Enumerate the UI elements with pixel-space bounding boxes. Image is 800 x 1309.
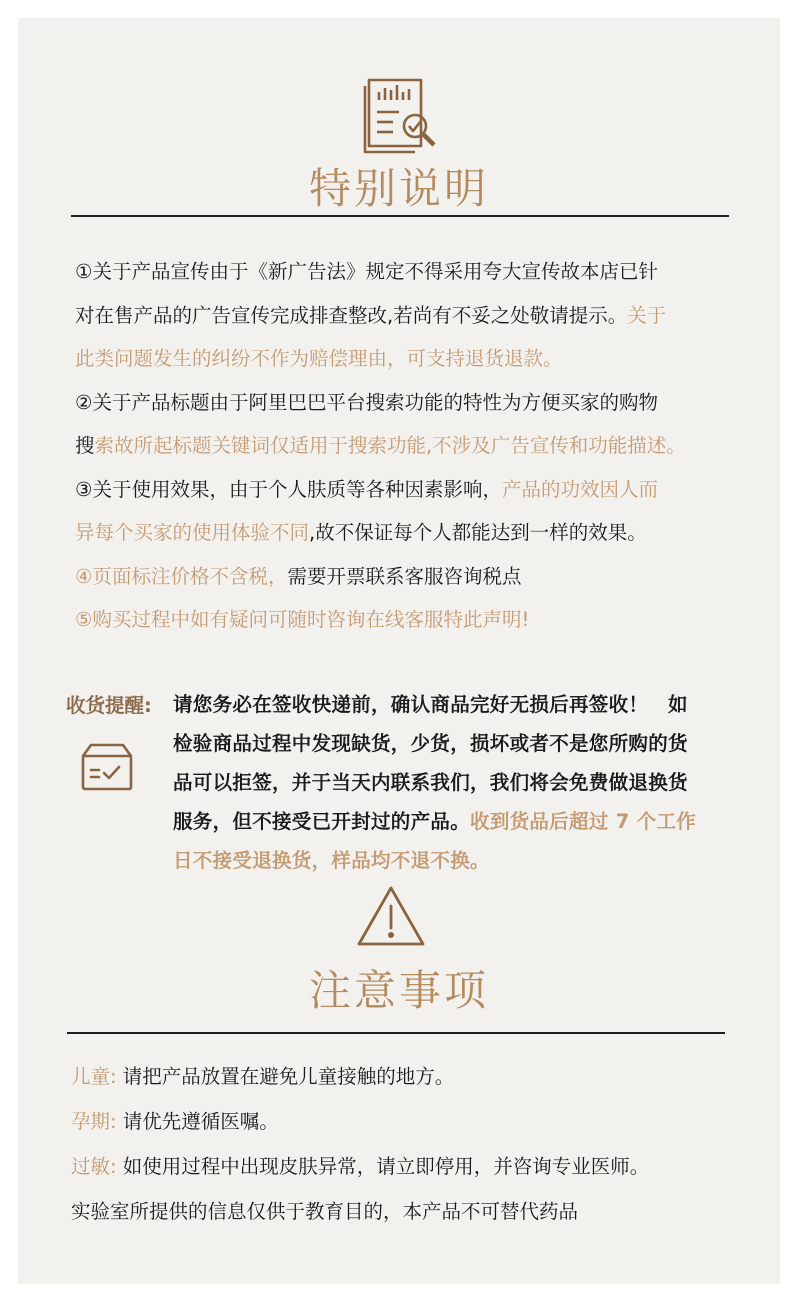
text-segment: ④页面标注价格不含税， (75, 564, 288, 588)
caution-title: 注意事项 (308, 966, 489, 1015)
text-segment: 日不接受退换货，样品均不退不换。 (173, 849, 490, 872)
divider (71, 215, 729, 217)
delivery-reminder-text (173, 685, 763, 880)
text-segment: 检验商品过程中发现缺货，少货，损坏或者不是您所购的货 (173, 732, 688, 755)
text-line (173, 841, 763, 880)
text-segment: ②关于产品标题由于阿里巴巴平台搜索功能的特性为方便买家的购物 (75, 390, 658, 414)
text-segment: 搜 (75, 434, 95, 457)
text-segment: ,故不保证每个人都能达到一样的效果。 (309, 521, 647, 544)
text-line (75, 555, 765, 599)
text-segment: 实验室所提供的信息仅供于教育目的，本产品不可替代药品 (71, 1200, 579, 1223)
caution-list (71, 1054, 649, 1234)
text-segment: 请您务必在签收快递前，确认商品完好无损后再签收！ 如 (173, 693, 688, 716)
special-notes-panel (18, 18, 780, 878)
text-segment: 索故所起标题关键词仅适用于搜索功能,不涉及广告宣传和功能描述。 (94, 434, 686, 457)
text-segment: 服务，但不接受已开封过的产品。 (173, 810, 471, 833)
text-line (173, 685, 763, 724)
text-segment: 对在售产品的广告宣传完成排查整改,若尚有不妥之处敬请提示。 (75, 303, 628, 327)
special-notes-title: 特别说明 (308, 164, 489, 213)
text-line (173, 724, 763, 763)
text-segment: 产品的功效因人而 (501, 477, 658, 501)
text-segment: ⑤购买过程中如有疑问可随时咨询在线客服特此声明! (75, 608, 530, 631)
special-notes-list (75, 250, 765, 642)
text-segment: 请把产品放置在避免儿童接触的地方。 (122, 1065, 455, 1088)
text-segment: 需要开票联系客服咨询税点 (287, 564, 522, 588)
caution-panel (18, 878, 780, 1284)
text-line (173, 763, 763, 802)
text-line (173, 802, 763, 841)
text-segment: 过敏: (71, 1155, 123, 1178)
text-segment: ③关于使用效果，由于个人肤质等各种因素影响， (75, 477, 502, 501)
divider (67, 1032, 725, 1034)
text-line (75, 250, 765, 294)
delivery-reminder-label: 收货提醒: (66, 694, 152, 717)
text-line (75, 511, 765, 555)
text-segment: 请优先遵循医嘱。 (122, 1110, 279, 1133)
text-segment: 异每个买家的使用体验不同 (75, 521, 310, 544)
text-segment: 儿童: (71, 1065, 123, 1088)
text-line (75, 337, 765, 381)
text-segment: 关于 (627, 303, 667, 327)
text-segment: 品可以拒签，并于当天内联系我们，我们将会免费做退换货 (173, 771, 688, 794)
text-line (75, 424, 765, 468)
text-line (71, 1189, 649, 1234)
text-line (75, 598, 765, 642)
text-segment: 收到货品后超过 7 个工作 (470, 810, 697, 833)
text-segment: ①关于产品宣传由于《新广告法》规定不得采用夸大宣传故本店已针 (75, 260, 658, 283)
delivery-box-check-icon (80, 742, 134, 792)
text-line (71, 1054, 649, 1099)
text-line (71, 1144, 649, 1189)
text-line (75, 381, 765, 425)
text-line (75, 294, 765, 338)
text-line (71, 1099, 649, 1144)
text-line (75, 468, 765, 512)
warning-triangle-icon (355, 884, 427, 948)
text-segment: 如使用过程中出现皮肤异常，请立即停用，并咨询专业医师。 (122, 1155, 650, 1178)
text-segment: 孕期: (71, 1110, 123, 1133)
text-segment: 此类问题发生的纠纷不作为赔偿理由，可支持退货退款。 (75, 347, 563, 370)
report-magnifier-icon (363, 70, 455, 160)
